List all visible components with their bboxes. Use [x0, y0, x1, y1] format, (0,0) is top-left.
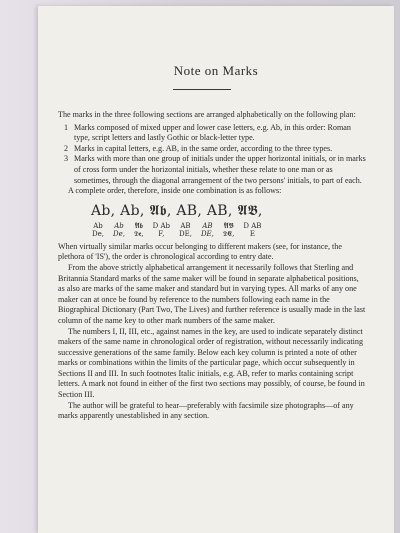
stacked-mark: D AB E: [243, 221, 262, 238]
plan-number: 3: [64, 154, 69, 164]
plan-list: [58, 123, 366, 187]
plan-number: 2: [64, 143, 69, 153]
body-paragraph: When virtually similar marks occur belonging to different makers (see, for instance, the plethora of 'IS'), the order is chronological according to entry date.: [58, 241, 342, 262]
plan-item: [58, 144, 366, 155]
plan-item: [58, 123, 366, 144]
stacked-mark: AB DE,: [178, 221, 192, 238]
plan-item: [58, 154, 366, 186]
stacked-mark: 𝕬𝖇 𝕯𝖊,: [133, 221, 144, 238]
stacked-mark: Ab De,: [112, 221, 125, 238]
plan-text: Marks with more than one group of initials under the upper horizontal initials, or in marks of cross form under the horizontal initials, whether these relate to one man or as sometimes, through the diagonal arrangement of the two persons' initials, to part of each.: [74, 154, 366, 185]
body-paragraph: The author will be grateful to hear—preferably with facsimile size photographs—of any marks apparently unestablished in any section.: [58, 400, 354, 421]
example-marks: Ab, Ab, 𝕬𝖇, AB, AB, 𝕬𝕭,: [91, 202, 263, 219]
plan-text: Marks in capital letters, e.g. AB, in the same order, according to the three types.: [74, 143, 333, 153]
body-paragraph: The numbers I, II, III, etc., against names in the key, are used to indicate separately distinct makers of the same name in chronological order of registration, without necessarily indicating successive generations of the same family. Below each key column is printed a note of other marks or combinations within the limits of the particular page, which occur subsequently in Sections II and III. In such footnotes Italic initials, e.g. AB, refer to marks containing script letters. A mark not found in either of the first two sections may possibly, of course, be found in Section III.: [58, 326, 365, 400]
stacked-mark: Ab De,: [92, 221, 104, 238]
stacked-marks-row: [92, 222, 366, 238]
page-title: Note on Marks: [173, 63, 259, 78]
stacked-mark: AB DE,: [200, 221, 214, 238]
title-rule: [173, 89, 231, 90]
book-page: [38, 6, 394, 533]
stacked-mark: 𝕬𝕭 𝕯𝕰,: [222, 221, 235, 238]
plan-text: Marks composed of mixed upper and lower case letters, e.g. Ab, in this order: Roman type, script letters and lastly Gothic or black-letter type.: [74, 122, 351, 143]
body-paragraph: From the above strictly alphabetical arrangement it necessarily follows that Sterling and Britannia Standard marks of the same maker will be found in separate alphabetical positions, as also are marks of the same maker and standard but in varying types. All marks of any one maker can at once be found by reference to the numbers following each name in the Biographical Dictionary (Part Two, The Lives) and further reference is usually made in the last column of the name key to other mark numbers of the same maker.: [58, 262, 366, 325]
plan-number: 1: [64, 122, 69, 132]
stacked-mark: D Ab F,: [152, 221, 170, 238]
page-body: [58, 110, 366, 422]
complete-order-line: A complete order, therefore, inside one combination is as follows:: [68, 186, 282, 196]
intro-paragraph: The marks in the three following sections are arranged alphabetically on the following plan:: [58, 110, 356, 119]
